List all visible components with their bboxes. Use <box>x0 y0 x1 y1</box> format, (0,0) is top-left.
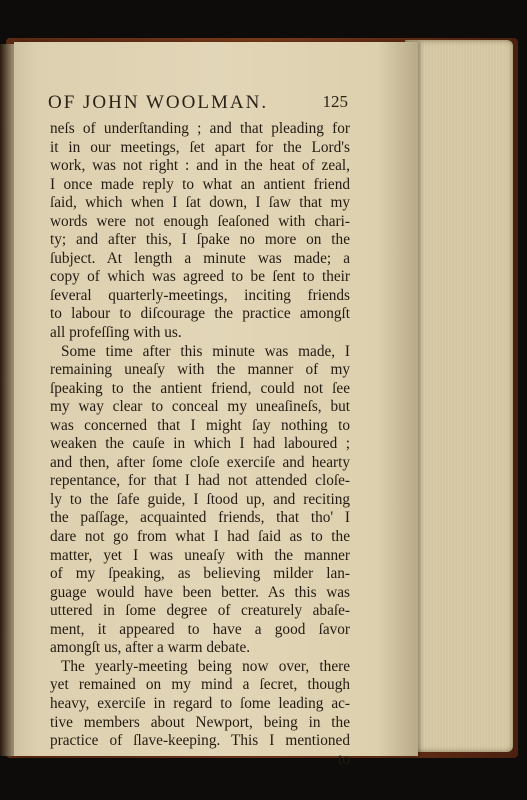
page-edges-block <box>405 40 513 752</box>
text-line: ſpeaking to the antient friend, could not ſee <box>50 379 350 397</box>
text-line: my way clear to conceal my uneaſineſs, but <box>50 398 350 416</box>
text-line: ſeveral quarterly-meetings, inciting friends <box>50 286 350 304</box>
text-line: ſubject. At length a minute was made; a <box>50 249 350 267</box>
text-line: matter, yet I was uneaſy with the manner <box>50 546 350 564</box>
text-line: I once made reply to what an antient friend <box>50 175 350 193</box>
running-head-title: OF JOHN WOOLMAN. <box>48 92 269 113</box>
text-line: tive members about Newport, being in the <box>50 713 350 731</box>
text-line: ly to the ſafe guide, I ſtood up, and reciting <box>50 490 350 508</box>
text-line: it in our meetings, ſet apart for the Lord's <box>50 138 350 156</box>
text-line: ment, it appeared to have a good ſavor <box>50 620 350 638</box>
text-line: all profeſſing with us. <box>50 324 182 342</box>
text-line: dare not go from what I had ſaid as to the <box>50 528 350 546</box>
text-line: words were not enough ſeaſoned with chari- <box>50 212 350 230</box>
running-head <box>48 92 348 114</box>
text-line: to labour to diſcourage the practice amongſt <box>50 305 350 323</box>
text-line: was concerned that I might ſay nothing to <box>50 416 350 434</box>
text-line: uttered in ſome degree of creaturely abaſe- <box>50 602 350 620</box>
text-line: copy of which was agreed to be ſent to their <box>50 268 350 286</box>
text-line: and then, after ſome cloſe exerciſe and hearty <box>50 453 350 471</box>
text-line: guage would have been better. As this was <box>50 583 350 601</box>
text-line: The yearly-meeting being now over, there <box>61 657 350 675</box>
text-line: of my ſpeaking, as believing milder lan- <box>50 565 350 583</box>
text-line: work, was not right : and in the heat of zeal, <box>50 157 350 175</box>
text-line: the paſſage, acquainted friends, that tho' I <box>50 509 350 527</box>
text-line: ſaid, which when I ſat down, I ſaw that my <box>50 194 350 212</box>
text-line: remaining uneaſy with the manner of my <box>50 361 350 379</box>
text-line: Some time after this minute was made, I <box>61 342 350 360</box>
text-line: neſs of underſtanding ; and that pleading for <box>50 120 350 137</box>
text-line: practice of ſlave-keeping. This I mentioned <box>50 732 350 750</box>
catchword: to <box>338 750 350 768</box>
text-line: heavy, exerciſe in regard to ſome leading ac- <box>50 694 350 712</box>
text-line: repentance, for that I had not attended cloſe- <box>50 472 350 490</box>
text-line: yet remained on my mind a ſecret, though <box>50 676 350 694</box>
text-line: weaken the cauſe in which I had laboured ; <box>50 435 350 453</box>
body-text <box>50 120 350 769</box>
text-line: ty; and after this, I ſpake no more on the <box>50 231 350 249</box>
page-number: 125 <box>322 92 348 111</box>
text-line: amongſt us, after a warm debate. <box>50 639 251 657</box>
